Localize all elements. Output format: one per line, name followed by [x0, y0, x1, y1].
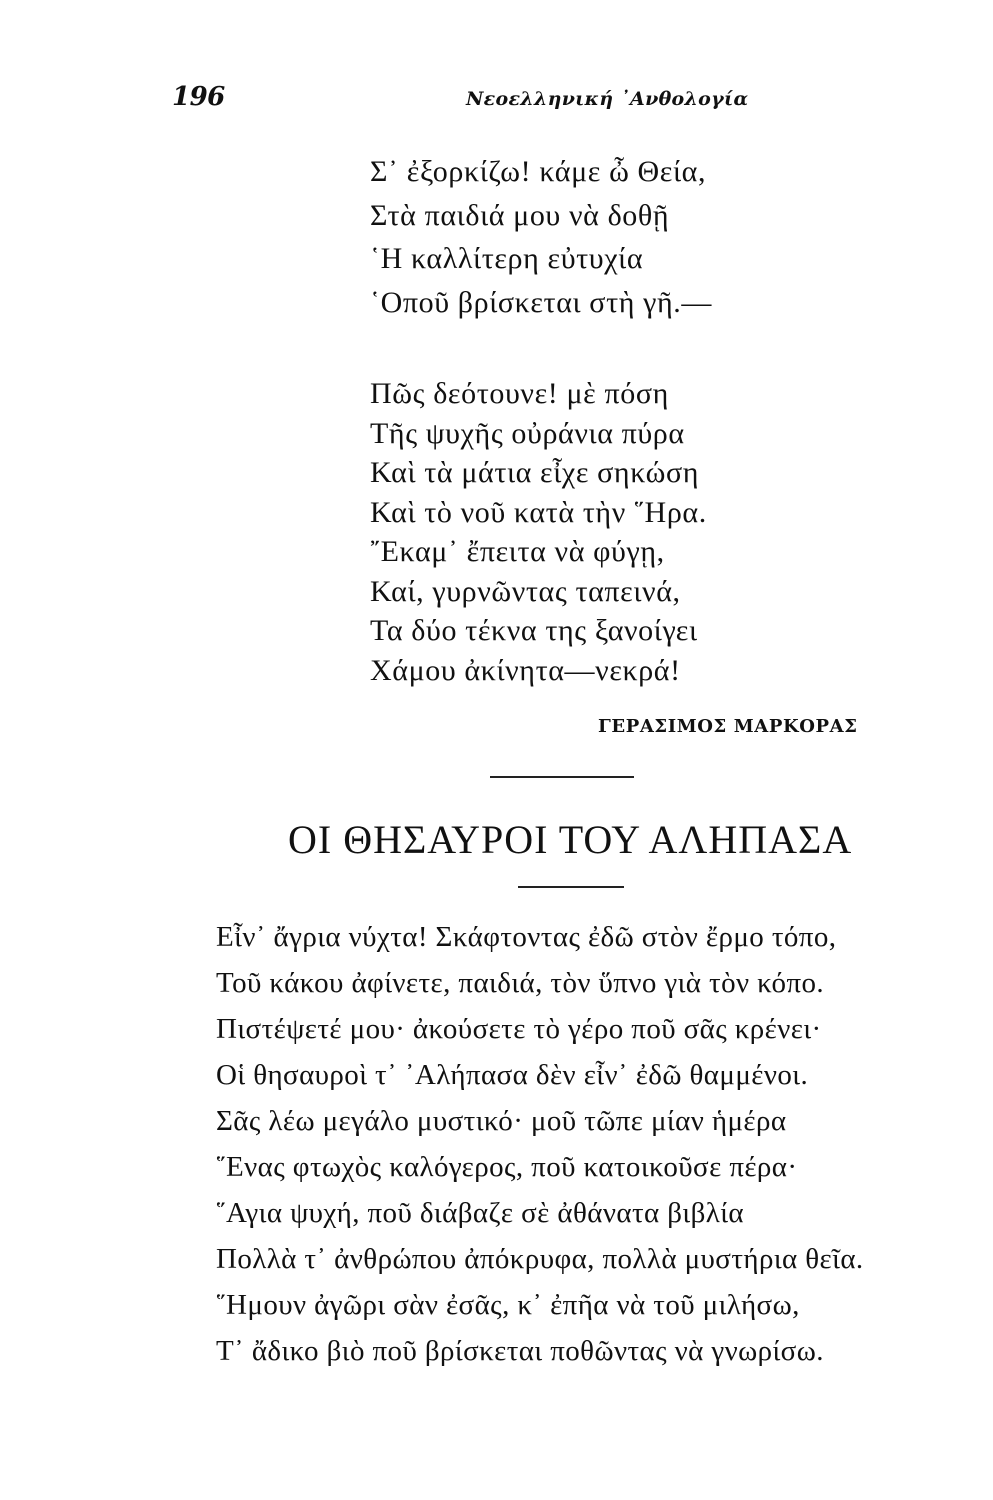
verse-line: Τα δύο τέκνα της ξανοίγει: [370, 614, 698, 647]
stanza-2: [370, 374, 707, 690]
poem-2-body: [216, 914, 864, 1374]
verse-line: Πολλὰ τ᾿ ἀνθρώπου ἀπόκρυφα, πολλὰ μυστήρια θεῖα.: [216, 1243, 864, 1275]
verse-line: ῞Αγια ψυχή, ποῦ διάβαζε σὲ ἀθάνατα βιβλία: [216, 1197, 745, 1229]
verse-line: ῞Ενας φτωχὸς καλόγερος, ποῦ κατοικοῦσε πέρα·: [216, 1151, 798, 1183]
verse-line: Καὶ τὸ νοῦ κατὰ τὴν ῞Ηρα.: [370, 495, 707, 529]
page-number: 196: [172, 82, 225, 112]
divider-rule: [490, 776, 634, 778]
poem-title: ΟΙ ΘΗΣΑΥΡΟΙ ΤΟΥ ΑΛΗΠΑΣΑ: [288, 817, 853, 862]
verse-line: Τ᾿ ἄδικο βιὸ ποῦ βρίσκεται ποθῶντας νὰ γνωρίσω.: [216, 1335, 824, 1367]
verse-line: Σ᾿ ἐξορκίζω! κάμε ὦ Θεία,: [370, 155, 707, 188]
verse-line: Καί, γυρνῶντας ταπεινά,: [370, 574, 681, 608]
verse-line: Πῶς δεότουνε! μὲ πόση: [370, 377, 669, 410]
running-head: Νεοελληνική ᾿Ανθολογία: [466, 88, 749, 110]
verse-line: Χάμου ἀκίνητα—νεκρά!: [370, 653, 681, 687]
verse-line: Πιστέψετέ μου· ἀκούσετε τὸ γέρο ποῦ σᾶς κρένει·: [216, 1013, 822, 1045]
verse-line: ῞Ημουν ἀγῶρι σὰν ἐσᾶς, κ᾿ ἐπῆα νὰ τοῦ μιλήσω,: [216, 1289, 800, 1321]
verse-line: Τοῦ κάκου ἀφίνετε, παιδιά, τὸν ὕπνο γιὰ τὸν κόπο.: [216, 967, 825, 999]
verse-line: Οἱ θησαυροὶ τ᾿ ᾿Αλήπασα δὲν εἶν᾿ ἐδῶ θαμμένοι.: [216, 1059, 809, 1091]
divider-rule: [518, 886, 624, 888]
verse-line: Καὶ τὰ μάτια εἶχε σηκώση: [370, 456, 700, 489]
verse-line: ῾Οποῦ βρίσκεται στὴ γῆ.—: [370, 285, 712, 319]
stanza-1: [370, 150, 712, 324]
verse-line: ῎Εκαμ᾿ ἔπειτα νὰ φύγῃ,: [370, 535, 665, 568]
verse-line: Στὰ παιδιά μου νὰ δοθῇ: [370, 198, 670, 232]
verse-line: Σᾶς λέω μεγάλο μυστικό· μοῦ τῶπε μίαν ἡμέρα: [216, 1105, 787, 1137]
verse-line: ῾Η καλλίτερη εὐτυχία: [370, 242, 644, 275]
verse-line: Εἶν᾿ ἄγρια νύχτα! Σκάφτοντας ἐδῶ στὸν ἔρμο τόπο,: [216, 921, 837, 953]
author-signature: ΓΕΡΑΣΙΜΟΣ ΜΑΡΚΟΡΑΣ: [598, 716, 858, 737]
verse-line: Τῆς ψυχῆς οὐράνια πύρα: [370, 416, 685, 450]
